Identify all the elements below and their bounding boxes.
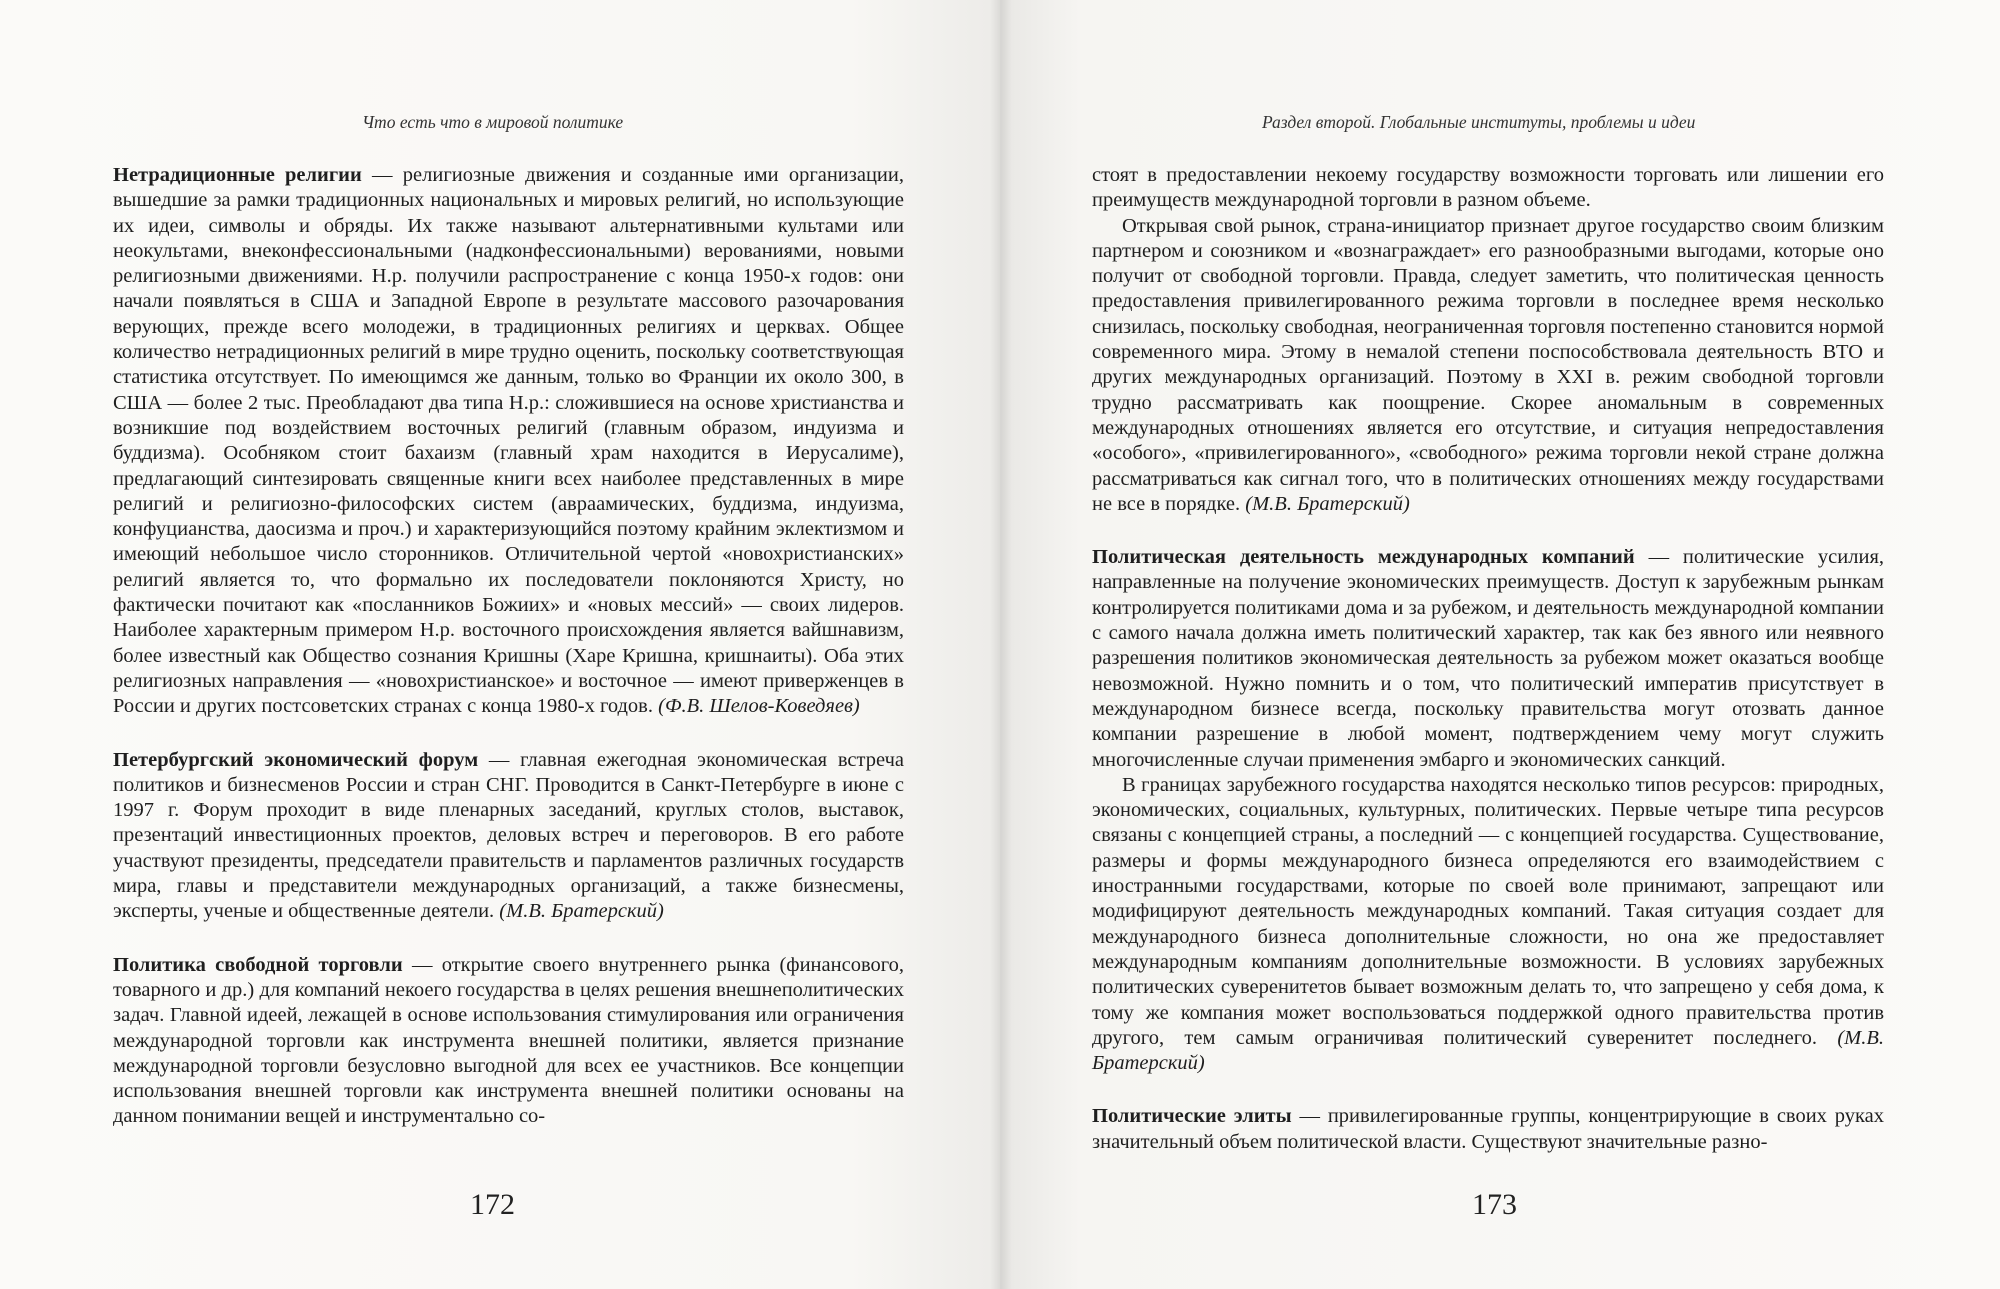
dictionary-entry [113, 163, 904, 720]
entry-body: — привилегированные группы, концентрирующие в своих руках значительный объем политической власти. Существуют значительные разно- [1092, 1105, 1885, 1153]
left-running-head: Что есть что в мировой политике [362, 112, 624, 132]
right-page-number: 173 [1472, 1188, 1517, 1221]
entry-author: (Ф.В. Шелов-Коведяев) [658, 695, 860, 718]
entry-term: Нетрадиционные религии [113, 164, 362, 186]
entry-author: (М.В. Братерский) [1092, 1026, 1884, 1075]
right-page [1000, 0, 2000, 1289]
dictionary-entry [113, 953, 904, 1130]
entry-body: — религиозные движения и созданные ими организации, вышедшие за рамки традиционных национальных и мировых религий, но использующие их идеи, символы и обряды. Их также называют альтернативными культами или неокультами, внеконфессиональными (надконфессиональными) верованиями, новыми религиозными движениями. Н.р. получили распространение с конца 1950-х годов: они начали появляться в США и Западной Европе в результате массового разочарования верующих, прежде всего молодежи, в традиционных религиях и церквах. Общее количество нетрадиционных религий в мире трудно оценить, поскольку соответствующая статистика отсутствует. По имеющимся же данным, только во Франции их около 300, в США — более 2 тыс. Преобладают два типа Н.р.: сложившиеся на основе христианства и возникшие под воздействием восточных религий (главным образом, индуизма и буддизма). Особняком стоит бахаизм (главный храм находится в Иерусалиме), предлагающий синтезировать священные книги всех наиболее представленных в мире религий и религиозно-философских систем (авраамических, буддизма, индуизма, конфуцианства, даосизма и проч.) и характеризующийся поэтому крайним эклектизмом и имеющий небольшое число сторонников. Отличительной чертой «новохристианских» религий является то, что формально их последователи поклоняются Христу, но фактически почитают как «посланников Божиих» и «новых мессий» — своих лидеров. Наиболее характерным примером Н.р. восточного происхождения является вайшнавизм, более известный как Общество сознания Кришны (Харе Кришна, кришнаиты). Оба этих религиозных направления — «новохристианское» и восточное — имеют приверженцев в России и других постсоветских странах с конца 1980-х годов. [113, 164, 904, 718]
dictionary-entry-continued [1092, 163, 1884, 517]
entry-term: Политика свободной торговли [113, 953, 403, 976]
entry-body: — главная ежегодная экономическая встреча политиков и бизнесменов России и стран СНГ. Проводится в Санкт-Петербурге в июне с 1997 г. Форум проходит в виде пленарных заседаний, круглых столов, выставок, презентаций инвестиционных проектов, деловых встреч и переговоров. В его работе участвуют президенты, председатели правительств и парламентов различных государств мира, главы и представители международных организаций, а также бизнесмены, эксперты, ученые и общественные деятели. [113, 748, 904, 923]
entry-term: Петербургский экономический форум [113, 748, 479, 771]
right-running-head: Раздел второй. Глобальные институты, проблемы и идеи [1262, 112, 1696, 132]
book-gutter [990, 0, 1012, 1289]
entry-body: В границах зарубежного государства находятся несколько типов ресурсов: природных, экономических, социальных, культурных, политических. Первые четыре типа ресурсов связаны с концепцией страны, а последний — с концепцией государства. Существование, размеры и формы международного бизнеса определяются его взаимодействием с иностранными государствами, которые по своей воле принимают, запрещают или модифицируют деятельность международных компаний. Такая ситуация создает для международного бизнеса дополнительные сложности, но она же предоставляет международным компаниям дополнительные возможности. В условиях зарубежных политических суверенитетов бывает возможным делать то, что запрещено у себя дома, к тому же компания может воспользоваться поддержкой одного правительства против другого, тем самым ограничивая политический суверенитет последнего. [1092, 773, 1884, 1049]
entry-body: — открытие своего внутреннего рынка (финансового, товарного и др.) для компаний некоего государства в целях решения внешнеполитических задач. Главной идеей, лежащей в основе использования стимулирования или ограничения международной торговли как инструмента внешней политики, является признание международной торговли безусловно выгодной для всех ее участников. Все концепции использования внешней торговли как инструмента внешней политики основаны на данном понимании вещей и инструментально со- [113, 953, 905, 1128]
entry-body: — политические усилия, направленные на получение экономических преимуществ. Доступ к зарубежным рынкам контролируется политиками дома и за рубежом, и деятельность международной компании с самого начала должна иметь политический характер, так как без явного или неявного разрешения политиков экономическая деятельность за рубежом может оказаться вообще невозможной. Нужно помнить и о том, что политический императив присутствует в международном бизнесе всегда, поскольку правительства могут отозвать данное компании разрешение в любой момент, подтверждением чему могут служить многочисленные случаи применения эмбарго и экономических санкций. [1092, 546, 1884, 771]
entry-body: стоят в предоставлении некоему государству возможности торговать или лишении его преимуществ международной торговли в разном объеме. [1092, 164, 1884, 212]
left-page-number: 172 [470, 1188, 515, 1221]
entry-author: (М.В. Братерский) [499, 900, 664, 923]
right-page-text [1092, 163, 1884, 1183]
entry-body: Открывая свой рынок, страна-инициатор признает другое государство своим близким партнером и союзником и «вознаграждает» его разнообразными выгодами, которые оно получит от свободной торговли. Правда, следует заметить, что политическая ценность предоставления привилегированного режима торговли в последнее время несколько снизилась, поскольку свободная, неограниченная торговля постепенно становится нормой современного мира. Этому в немалой степени поспособствовала деятельность ВТО и других международных организаций. Поэтому в XXI в. режим свободной торговли трудно рассматривать как поощрение. Скорее аномальным в современных международных отношениях является его отсутствие, и ситуация непредоставления «особого», «привилегированного», «свободного» режима торговли некой стране должна рассматриваться как сигнал того, что в политических отношениях между государствами не все в порядке. [1092, 214, 1884, 515]
dictionary-entry [113, 748, 904, 925]
entry-author: (М.В. Братерский) [1245, 492, 1410, 515]
left-page-text [113, 163, 904, 1158]
entry-term: Политическая деятельность международных компаний [1092, 546, 1635, 569]
entry-term: Политические элиты [1092, 1105, 1292, 1128]
dictionary-entry [1092, 545, 1884, 1076]
dictionary-entry [1092, 1104, 1884, 1155]
